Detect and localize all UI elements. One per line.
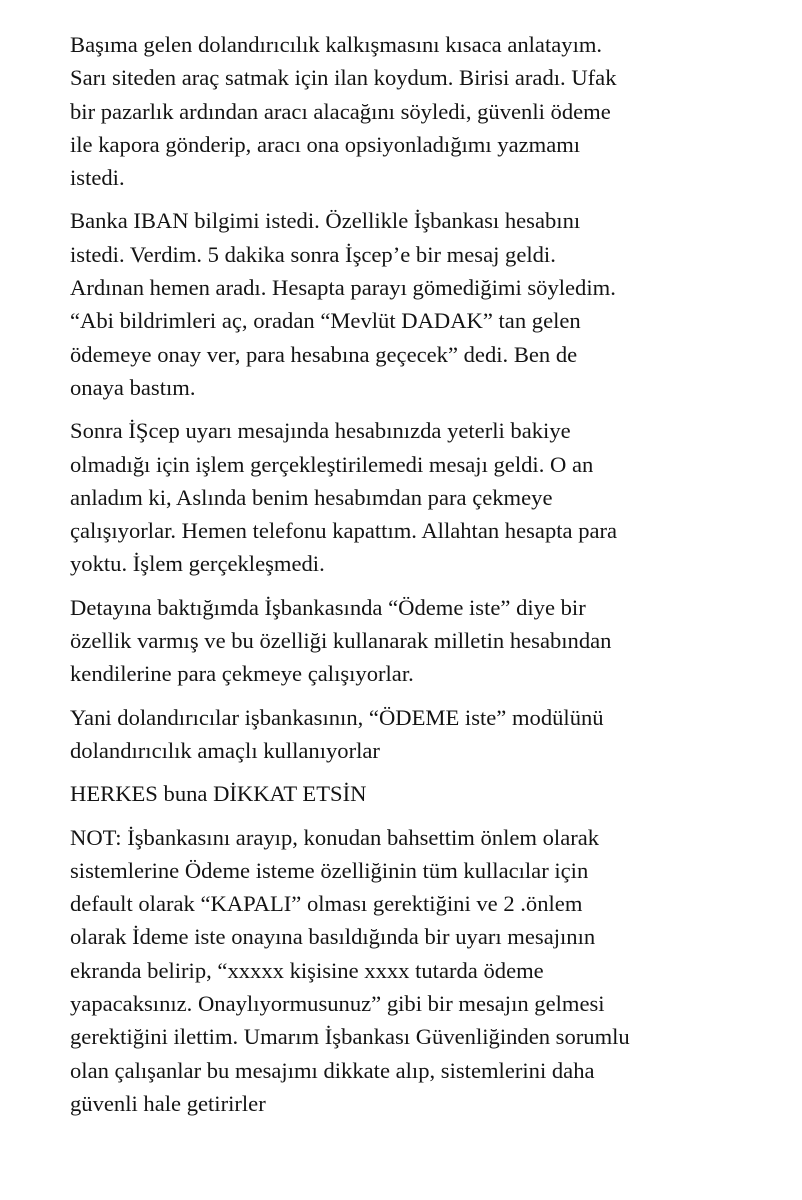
paragraph-attention [70, 777, 770, 810]
text-line: olarak İdeme iste onayına basıldığında bir uyarı mesajının [70, 924, 596, 950]
text-line: özellik varmış ve bu özelliği kullanarak milletin hesabından [70, 628, 612, 654]
text-line: “Abi bildrimleri aç, oradan “Mevlüt DADAK” tan gelen [70, 308, 581, 334]
paragraph-payment-request-feature [70, 591, 770, 691]
text-line: Sarı siteden araç satmak için ilan koydum. Birisi aradı. Ufak [70, 65, 617, 91]
paragraph-scam-story [70, 28, 770, 194]
paragraph-scammers-module [70, 701, 770, 768]
text-line: Detayına baktığımda İşbankasında “Ödeme iste” diye bir [70, 594, 586, 620]
text-line: bir pazarlık ardından aracı alacağını söyledi, güvenli ödeme [70, 98, 611, 124]
text-line: Başıma gelen dolandırıcılık kalkışmasını kısaca anlatayım. [70, 32, 603, 57]
text-line: Sonra İŞcep uyarı mesajında hesabınızda yeterli bakiye [70, 418, 571, 444]
text-line: ödemeye onay ver, para hesabına geçecek” dedi. Ben de [70, 341, 578, 367]
text-line: istedi. Verdim. 5 dakika sonra İşcep’e bir mesaj geldi. [70, 241, 556, 267]
text-line: ekranda belirip, “xxxxx kişisine xxxx tutarda ödeme [70, 957, 544, 983]
text-line: ile kapora gönderip, aracı ona opsiyonladığımı yazmamı [70, 131, 581, 157]
text-line: olan çalışanlar bu mesajımı dikkate alıp, sistemlerini daha [70, 1057, 595, 1083]
text-line: gerektiğini ilettim. Umarım İşbankası Güvenliğinden sorumlu [70, 1024, 630, 1050]
paragraph-warning-message [70, 414, 770, 580]
text-line: yoktu. İşlem gerçekleşmedi. [70, 551, 325, 577]
text-line: anladım ki, Aslında benim hesabımdan para çekmeye [70, 484, 553, 510]
paragraph-note [70, 821, 770, 1121]
text-line: olmadığı için işlem gerçekleştirilemedi mesajı geldi. O an [70, 451, 594, 477]
text-line: istedi. [70, 165, 125, 191]
text-line: onaya bastım. [70, 374, 196, 400]
text-line: dolandırıcılık amaçlı kullanıyorlar [70, 737, 380, 763]
text-line: güvenli hale getirirler [70, 1090, 266, 1116]
document-body [70, 28, 770, 1130]
paragraph-iban-request [70, 204, 770, 404]
text-line: default olarak “KAPALI” olması gerektiğini ve 2 .önlem [70, 891, 583, 917]
text-line: sistemlerine Ödeme isteme özelliğinin tüm kullacılar için [70, 857, 589, 883]
text-line: yapacaksınız. Onaylıyormusunuz” gibi bir mesajın gelmesi [70, 991, 605, 1017]
text-line: Banka IBAN bilgimi istedi. Özellikle İşbankası hesabını [70, 208, 581, 234]
text-line: çalışıyorlar. Hemen telefonu kapattım. Allahtan hesapta para [70, 518, 618, 544]
text-line: NOT: İşbankasını arayıp, konudan bahsettim önlem olarak [70, 824, 600, 850]
text-line: kendilerine para çekmeye çalışıyorlar. [70, 661, 414, 687]
text-line: Yani dolandırıcılar işbankasının, “ÖDEME iste” modülünü [70, 704, 604, 730]
text-line: HERKES buna DİKKAT ETSİN [70, 781, 367, 807]
text-line: Ardınan hemen aradı. Hesapta parayı gömediğimi söyledim. [70, 275, 616, 301]
